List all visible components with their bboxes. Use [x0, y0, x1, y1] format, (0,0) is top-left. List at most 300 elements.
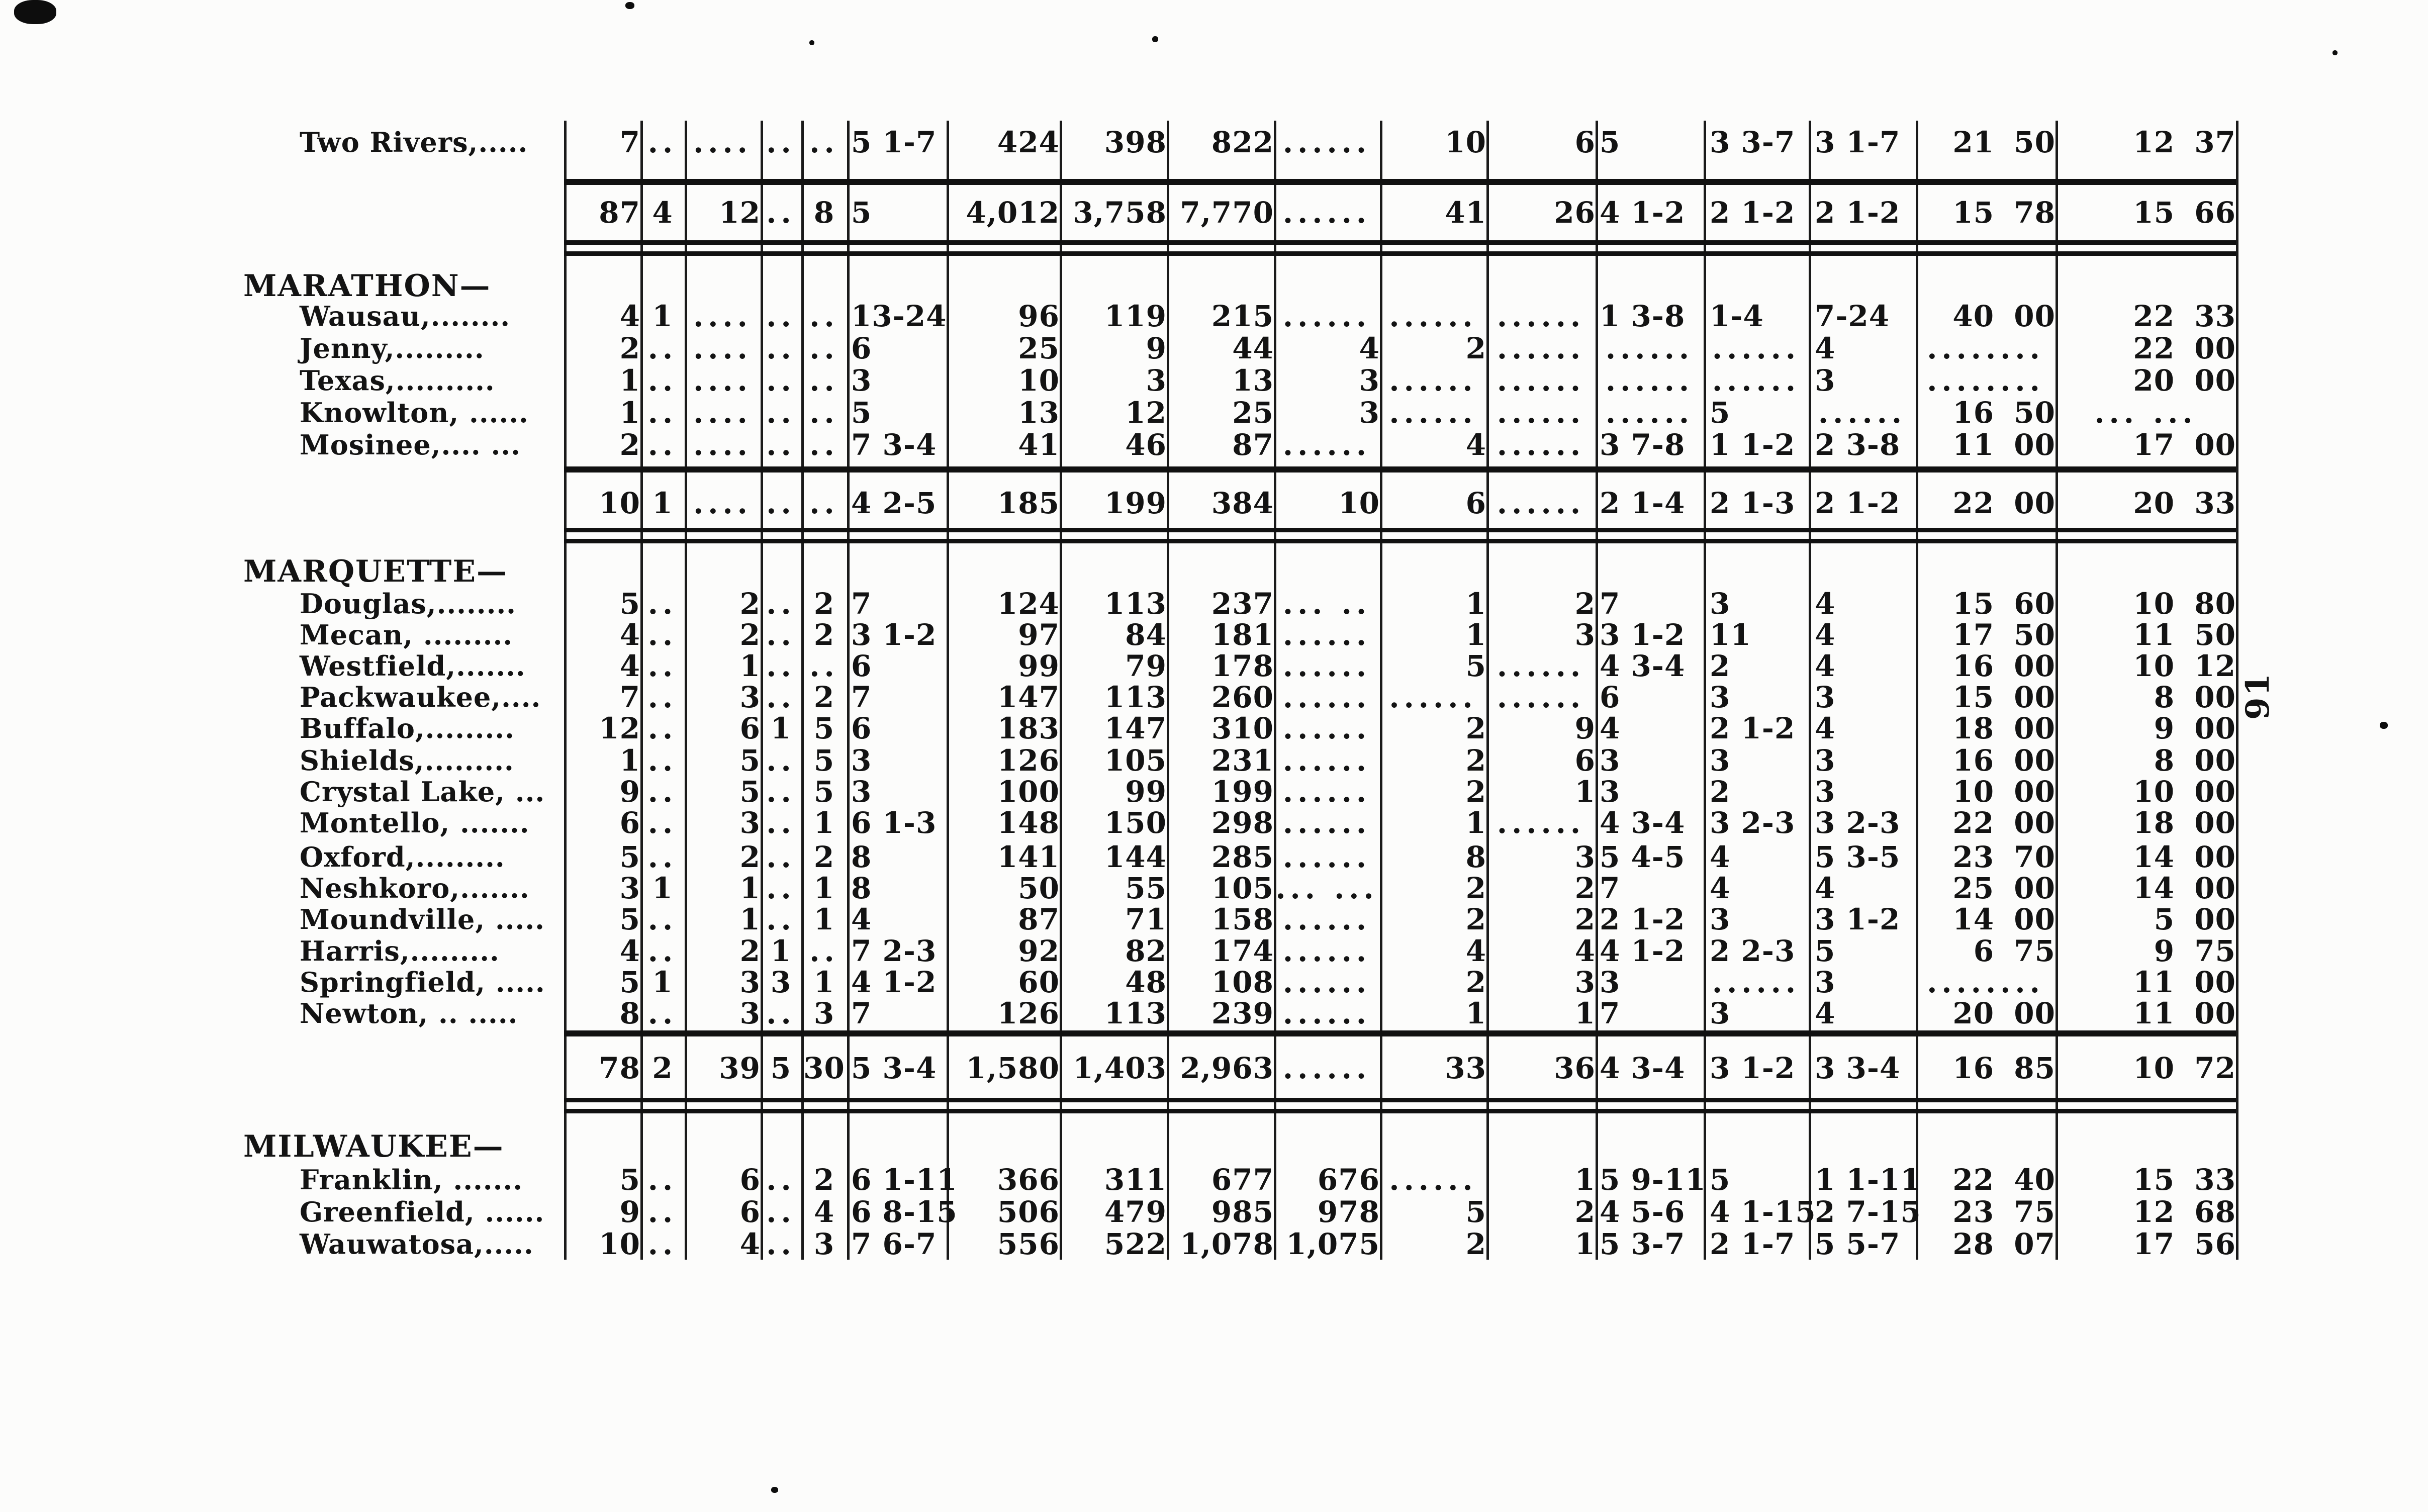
table-cell: 126 — [997, 996, 1060, 1030]
table-cell: .. — [766, 996, 796, 1030]
table-cell: 2 — [1465, 775, 1486, 809]
table-cell: 15 00 — [1952, 680, 2056, 714]
table-cell: 2 1-2 — [1815, 196, 1901, 230]
town-name: Moundville, ..... — [300, 903, 545, 935]
table-cell: 4 1-2 — [1600, 934, 1686, 968]
table-cell: 2 — [813, 618, 835, 652]
table-cell: ...... — [1282, 965, 1371, 999]
town-name: Mosinee,.... ... — [300, 429, 521, 461]
table-cell: 1 — [739, 649, 761, 683]
table-cell: .. — [647, 806, 678, 840]
table-cell: 7 6-7 — [851, 1227, 937, 1261]
table-cell: 3 — [813, 1227, 835, 1261]
table-cell: 3 — [619, 871, 640, 905]
table-cell: 1 — [1574, 996, 1596, 1030]
table-cell: ...... — [1605, 331, 1694, 365]
table-cell: 12 — [1125, 396, 1167, 430]
table-cell: ...... — [1818, 396, 1907, 430]
table-cell: 3 — [739, 965, 761, 999]
table-cell: 10 — [1338, 486, 1380, 520]
table-cell: 10 00 — [2133, 775, 2236, 809]
table-row — [0, 873, 2428, 904]
table-cell: 15 60 — [1952, 587, 2056, 621]
table-cell: 14 00 — [2133, 840, 2236, 874]
table-cell: .... — [693, 331, 752, 365]
table-cell: .. — [809, 428, 839, 462]
table-cell: 78 — [599, 1051, 640, 1085]
total-row — [0, 197, 2428, 228]
table-cell: 4 — [739, 1227, 761, 1261]
table-cell: ...... — [1282, 649, 1371, 683]
table-cell: 2,963 — [1180, 1051, 1274, 1085]
county-header-row — [0, 1131, 2428, 1162]
table-cell: .. — [809, 934, 839, 968]
table-cell: .. — [766, 743, 796, 778]
table-cell: 2 2-3 — [1710, 934, 1796, 968]
table-cell: 4 1-2 — [1600, 196, 1686, 230]
table-cell: .. — [766, 840, 796, 874]
table-cell: 522 — [1104, 1227, 1167, 1261]
town-name: Douglas,........ — [300, 588, 516, 620]
table-cell: .. — [766, 587, 796, 621]
table-cell: 2 — [1710, 775, 1731, 809]
table-cell: 6 — [739, 1163, 761, 1197]
table-cell: 2 — [652, 1051, 673, 1085]
table-cell: 183 — [997, 711, 1060, 745]
table-cell: 1 — [1574, 1227, 1596, 1261]
table-cell: 4 — [813, 1195, 835, 1229]
table-cell: 3 — [851, 775, 872, 809]
table-row — [0, 935, 2428, 967]
table-cell: 4 — [1710, 840, 1731, 874]
table-cell: .... — [693, 396, 752, 430]
table-cell: 113 — [1104, 680, 1167, 714]
town-name: Texas,.......... — [300, 364, 495, 397]
table-cell: 60 — [1018, 965, 1060, 999]
table-cell: .. — [809, 649, 839, 683]
table-cell: .. — [766, 428, 796, 462]
table-cell: 158 — [1211, 902, 1274, 936]
table-cell: 8 — [619, 996, 640, 1030]
table-cell: 8 — [851, 871, 872, 905]
table-cell: ...... — [1497, 299, 1585, 333]
table-cell: 87 — [599, 196, 640, 230]
table-cell: 33 — [1445, 1051, 1486, 1085]
page-number-text: 91 — [2239, 672, 2277, 720]
table-cell: 5 00 — [2154, 902, 2236, 936]
table-cell: 6 1-3 — [851, 806, 937, 840]
table-cell: 1 — [619, 363, 640, 398]
table-cell: 3 1-2 — [1815, 902, 1901, 936]
table-cell: 7 — [851, 996, 872, 1030]
table-cell: 3 — [1815, 775, 1836, 809]
town-name: Knowlton, ...... — [300, 397, 529, 429]
table-cell: 285 — [1211, 840, 1274, 874]
table-cell: 10 — [599, 486, 640, 520]
table-cell: 3 — [1574, 840, 1596, 874]
table-cell: ...... — [1282, 775, 1371, 809]
table-cell: .. — [809, 331, 839, 365]
table-cell: 4 — [1815, 587, 1836, 621]
table-cell: .. — [809, 396, 839, 430]
table-cell: 9 — [1146, 331, 1167, 365]
table-cell: 3 — [1815, 680, 1836, 714]
table-cell: 9 — [1574, 711, 1596, 745]
table-cell: ...... — [1282, 125, 1371, 159]
table-cell: ...... — [1497, 428, 1585, 462]
table-cell: .. — [766, 299, 796, 333]
table-cell: 1 — [1465, 996, 1486, 1030]
table-cell: 3 — [1710, 996, 1731, 1030]
table-cell: 2 1-2 — [1600, 902, 1686, 936]
table-cell: 5 — [1710, 396, 1731, 430]
table-cell: ...... — [1282, 1051, 1371, 1085]
table-cell: 311 — [1104, 1163, 1167, 1197]
table-cell: 2 1-4 — [1600, 486, 1686, 520]
table-row — [0, 333, 2428, 364]
table-cell: 5 4-5 — [1600, 840, 1686, 874]
table-cell: .. — [766, 125, 796, 159]
total-row — [0, 1053, 2428, 1084]
table-cell: 7 — [851, 587, 872, 621]
table-cell: 22 33 — [2133, 299, 2236, 333]
table-cell: 4 — [1574, 934, 1596, 968]
town-name: Shields,......... — [300, 744, 514, 777]
county-name: MARQUETTE— — [243, 554, 508, 589]
table-cell: 985 — [1211, 1195, 1274, 1229]
table-cell: 3 — [1710, 680, 1731, 714]
table-cell: 18 00 — [1952, 711, 2056, 745]
table-cell: 2 — [1574, 902, 1596, 936]
scan-speckle — [2380, 722, 2388, 729]
table-cell: ...... — [1389, 396, 1477, 430]
table-cell: 5 — [739, 775, 761, 809]
table-cell: 14 00 — [1952, 902, 2056, 936]
table-cell: 260 — [1211, 680, 1274, 714]
table-cell: 1 — [652, 965, 673, 999]
table-cell: 6 8-15 — [851, 1195, 958, 1229]
total-row — [0, 488, 2428, 519]
table-cell: 4 5-6 — [1600, 1195, 1686, 1229]
table-cell: .... — [693, 125, 752, 159]
table-cell: 36 — [1554, 1051, 1596, 1085]
table-cell: .. — [809, 125, 839, 159]
table-cell: ...... — [1282, 934, 1371, 968]
table-cell: 1 — [652, 299, 673, 333]
table-cell: ...... — [1282, 618, 1371, 652]
table-cell: 7,770 — [1180, 196, 1274, 230]
table-cell: 100 — [997, 775, 1060, 809]
table-cell: 113 — [1104, 996, 1167, 1030]
table-cell: 2 — [813, 1163, 835, 1197]
table-cell: 50 — [1018, 871, 1060, 905]
table-cell: ...... — [1497, 331, 1585, 365]
town-name: Montello, ....... — [300, 807, 530, 839]
table-cell: 4 — [619, 934, 640, 968]
table-cell: 26 — [1554, 196, 1596, 230]
table-cell: 6 — [851, 649, 872, 683]
scan-speckle — [771, 1487, 778, 1493]
table-cell: .... — [693, 486, 752, 520]
table-cell: 15 66 — [2133, 196, 2236, 230]
table-cell: 5 — [619, 1163, 640, 1197]
table-cell: 147 — [1104, 711, 1167, 745]
table-cell: ...... — [1282, 428, 1371, 462]
scan-speckle — [2332, 50, 2338, 55]
table-cell: ...... — [1497, 806, 1585, 840]
table-cell: 424 — [997, 125, 1060, 159]
table-cell: 2 — [813, 587, 835, 621]
table-cell: 3 1-2 — [851, 618, 937, 652]
table-cell: 1 — [813, 806, 835, 840]
table-cell: 92 — [1018, 934, 1060, 968]
table-cell: 1,580 — [966, 1051, 1060, 1085]
table-cell: 105 — [1104, 743, 1167, 778]
table-row — [0, 967, 2428, 998]
table-cell: 6 — [739, 711, 761, 745]
table-cell: 28 07 — [1952, 1227, 2056, 1261]
table-cell: 4 — [1465, 428, 1486, 462]
table-cell: 4 3-4 — [1600, 1051, 1686, 1085]
table-row — [0, 397, 2428, 428]
table-cell: 5 — [813, 743, 835, 778]
table-cell: 3 — [1359, 363, 1380, 398]
table-cell: 4 — [1359, 331, 1380, 365]
table-cell: 6 — [1600, 680, 1621, 714]
table-cell: 3 — [739, 996, 761, 1030]
table-cell: 39 — [719, 1051, 761, 1085]
table-cell: 3 — [1359, 396, 1380, 430]
table-cell: .. — [766, 775, 796, 809]
table-cell: 23 70 — [1952, 840, 2056, 874]
table-cell: ...... — [1497, 680, 1585, 714]
table-cell: 5 1-7 — [851, 125, 937, 159]
town-name: Neshkoro,....... — [300, 872, 530, 904]
table-cell: ...... — [1389, 299, 1477, 333]
table-cell: .. — [766, 196, 796, 230]
table-cell: .. — [647, 996, 678, 1030]
table-cell: 3 — [813, 996, 835, 1030]
table-cell: 5 — [1465, 1195, 1486, 1229]
table-cell: 97 — [1018, 618, 1060, 652]
table-cell: 5 — [739, 743, 761, 778]
table-cell: 11 — [1710, 618, 1751, 652]
table-cell: 1-4 — [1710, 299, 1764, 333]
table-cell: .. — [766, 396, 796, 430]
table-cell: 1 — [770, 711, 792, 745]
table-cell: 2 1-2 — [1815, 486, 1901, 520]
table-cell: 2 — [739, 934, 761, 968]
table-cell: 16 85 — [1952, 1051, 2056, 1085]
town-name: Harris,......... — [300, 935, 500, 967]
double-rule — [564, 251, 2236, 256]
table-cell: 2 — [739, 587, 761, 621]
table-cell: .. — [809, 363, 839, 398]
table-cell: 11 00 — [2133, 996, 2236, 1030]
table-cell: ........ — [1927, 331, 2044, 365]
table-cell: .. — [647, 331, 678, 365]
table-cell: 5 5-7 — [1815, 1227, 1901, 1261]
table-cell: 5 3-7 — [1600, 1227, 1686, 1261]
table-cell: 2 — [1465, 871, 1486, 905]
table-cell: 2 — [1465, 743, 1486, 778]
table-cell: 3 — [1815, 743, 1836, 778]
table-cell: .. — [647, 902, 678, 936]
table-cell: .. — [647, 649, 678, 683]
page-number — [2233, 670, 2283, 722]
table-cell: 7 — [1600, 587, 1621, 621]
table-cell: 2 — [1465, 331, 1486, 365]
table-cell: 6 1-11 — [851, 1163, 958, 1197]
table-cell: 10 72 — [2133, 1051, 2236, 1085]
scan-speckle — [1152, 36, 1158, 42]
table-cell: .. — [647, 743, 678, 778]
table-cell: 2 — [1710, 649, 1731, 683]
table-cell: .. — [647, 587, 678, 621]
table-cell: 4 — [1815, 996, 1836, 1030]
table-cell: 2 1-2 — [1710, 711, 1796, 745]
table-cell: 87 — [1232, 428, 1274, 462]
table-cell: 3 — [739, 806, 761, 840]
table-cell: 7 — [851, 680, 872, 714]
table-cell: 4 3-4 — [1600, 806, 1686, 840]
table-cell: 1 — [1465, 587, 1486, 621]
scan-speckle — [14, 0, 56, 24]
table-cell: 231 — [1211, 743, 1274, 778]
table-cell: 6 — [1574, 743, 1596, 778]
table-cell: .. — [647, 618, 678, 652]
table-cell: 2 — [1465, 711, 1486, 745]
table-cell: 12 — [599, 711, 640, 745]
table-cell: 25 — [1232, 396, 1274, 430]
table-cell: 9 75 — [2154, 934, 2236, 968]
table-cell: 1 — [652, 871, 673, 905]
table-cell: 126 — [997, 743, 1060, 778]
table-cell: 506 — [997, 1195, 1060, 1229]
table-cell: ...... — [1282, 196, 1371, 230]
table-cell: 30 — [803, 1051, 845, 1085]
table-cell: 4 — [1710, 871, 1731, 905]
table-cell: 2 7-15 — [1815, 1195, 1921, 1229]
table-cell: 25 00 — [1952, 871, 2056, 905]
table-cell: .. — [766, 1195, 796, 1229]
table-cell: 3 — [851, 363, 872, 398]
table-cell: 12 37 — [2133, 125, 2236, 159]
table-cell: 3 — [851, 743, 872, 778]
table-cell: 105 — [1211, 871, 1274, 905]
county-name: MILWAUKEE— — [243, 1129, 504, 1164]
table-cell: .. — [647, 934, 678, 968]
table-cell: .. — [647, 775, 678, 809]
table-cell: 14 00 — [2133, 871, 2236, 905]
table-cell: 3 2-3 — [1815, 806, 1901, 840]
table-cell: 2 — [1574, 587, 1596, 621]
table-cell: 20 33 — [2133, 486, 2236, 520]
table-cell: 12 — [719, 196, 761, 230]
table-cell: .. — [647, 1163, 678, 1197]
table-cell: 71 — [1125, 902, 1167, 936]
table-cell: .. — [647, 396, 678, 430]
table-cell: 4 — [1815, 649, 1836, 683]
table-cell: 185 — [997, 486, 1060, 520]
table-cell: ...... — [1497, 363, 1585, 398]
table-cell: ... ... — [2094, 396, 2197, 430]
table-cell: 174 — [1211, 934, 1274, 968]
table-cell: 199 — [1211, 775, 1274, 809]
table-cell: 3 2-3 — [1710, 806, 1796, 840]
table-cell: ...... — [1282, 299, 1371, 333]
table-cell: 310 — [1211, 711, 1274, 745]
table-cell: ...... — [1282, 680, 1371, 714]
town-name: Jenny,......... — [300, 332, 485, 364]
table-row — [0, 841, 2428, 873]
horizontal-rule — [564, 1030, 2236, 1036]
table-cell: 7-24 — [1815, 299, 1890, 333]
table-row — [0, 588, 2428, 619]
table-cell: 23 75 — [1952, 1195, 2056, 1229]
table-cell: 5 — [619, 587, 640, 621]
town-name: Packwaukee,.... — [300, 681, 541, 713]
table-cell: 5 — [813, 775, 835, 809]
table-cell: ...... — [1605, 396, 1694, 430]
table-cell: ...... — [1497, 649, 1585, 683]
horizontal-rule — [564, 466, 2236, 472]
table-row — [0, 429, 2428, 460]
town-name: Wauwatosa,..... — [300, 1228, 534, 1260]
table-cell: ...... — [1282, 743, 1371, 778]
table-cell: 3 — [1600, 775, 1621, 809]
table-cell: 5 — [619, 965, 640, 999]
table-cell: 5 — [813, 711, 835, 745]
table-cell: 16 00 — [1952, 649, 2056, 683]
table-cell: 556 — [997, 1227, 1060, 1261]
table-cell: .. — [647, 680, 678, 714]
table-cell: 3 — [1600, 743, 1621, 778]
table-cell: 1 — [813, 871, 835, 905]
double-rule — [564, 1098, 2236, 1102]
table-row — [0, 745, 2428, 776]
scan-speckle — [625, 2, 634, 9]
table-cell: 4 — [1815, 331, 1836, 365]
table-cell: ...... — [1497, 486, 1585, 520]
table-cell: 6 — [619, 806, 640, 840]
table-cell: 10 12 — [2133, 649, 2236, 683]
table-cell: 1 — [619, 743, 640, 778]
table-cell: 3 — [739, 680, 761, 714]
table-cell: 2 — [1465, 965, 1486, 999]
table-cell: .. — [766, 902, 796, 936]
table-cell: 8 00 — [2154, 680, 2236, 714]
town-name: Westfield,....... — [300, 650, 526, 682]
table-row — [0, 682, 2428, 713]
town-name: Oxford,......... — [300, 841, 505, 873]
table-cell: 5 — [1465, 649, 1486, 683]
table-cell: 1 — [813, 965, 835, 999]
table-cell: 677 — [1211, 1163, 1274, 1197]
table-cell: 22 00 — [2133, 331, 2236, 365]
table-cell: 1 — [1574, 775, 1596, 809]
table-cell: 2 1-2 — [1710, 196, 1796, 230]
table-cell: .. — [766, 363, 796, 398]
table-cell: 3 — [770, 965, 792, 999]
table-cell: 147 — [997, 680, 1060, 714]
table-cell: 144 — [1104, 840, 1167, 874]
double-rule — [564, 528, 2236, 532]
county-header-row — [0, 270, 2428, 302]
table-cell: ...... — [1389, 363, 1477, 398]
table-cell: ...... — [1282, 711, 1371, 745]
table-cell: 10 — [1445, 125, 1486, 159]
